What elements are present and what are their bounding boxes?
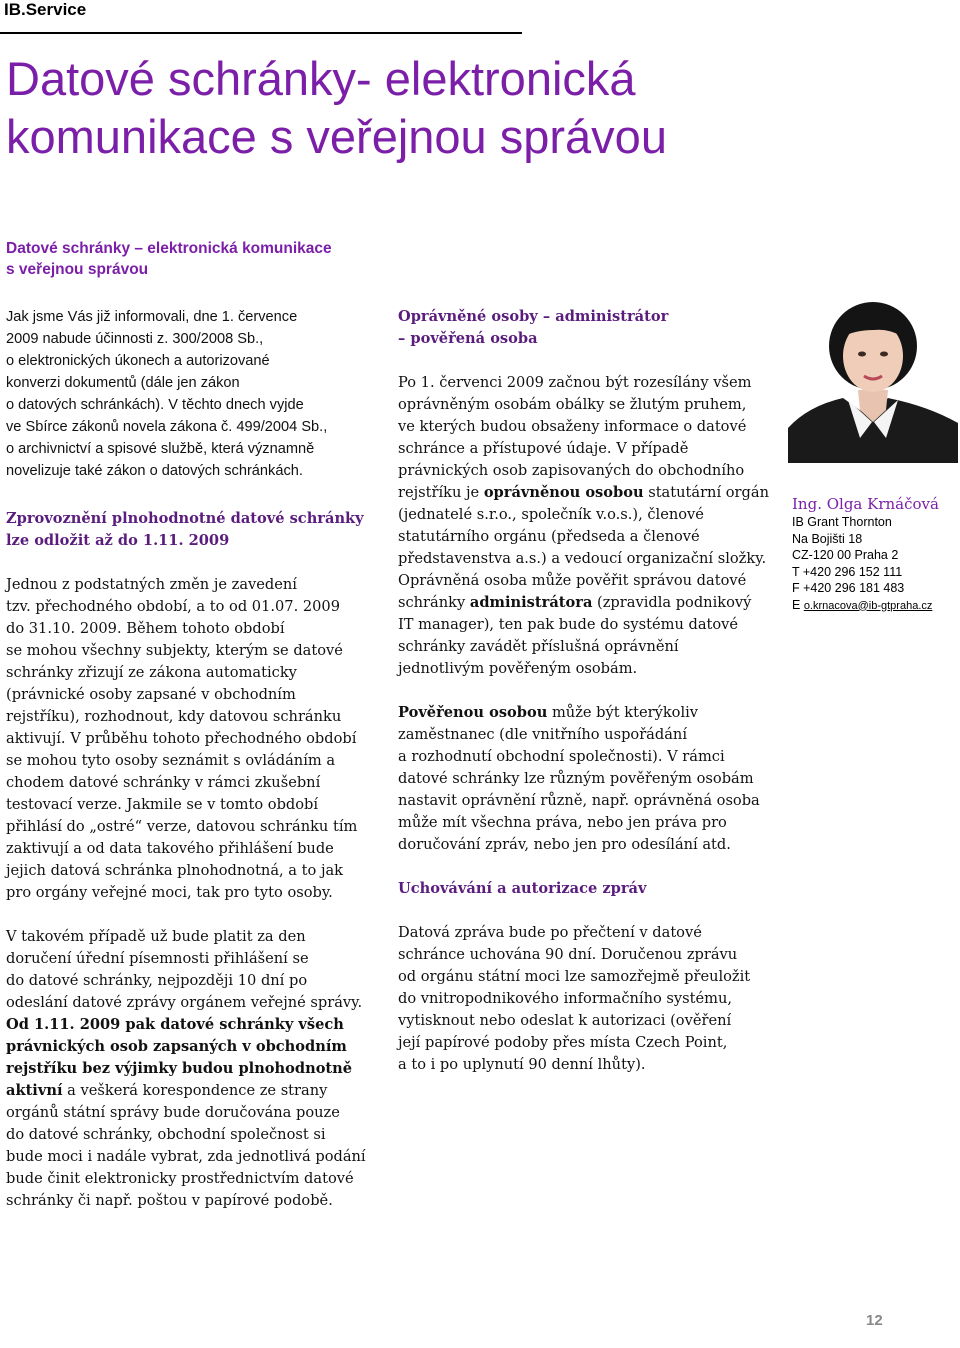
- text-fragment: schránky: [398, 594, 470, 611]
- contact-city: CZ-120 00 Praha 2: [792, 548, 899, 562]
- body-line: aktivují. V průběhu tohoto přechodného období: [6, 730, 357, 747]
- contact-phone: T +420 296 152 111: [792, 564, 903, 579]
- body-line: rejstříku), rozhodnout, kdy datovou schránku: [6, 708, 342, 725]
- body-line: do datové schránky, obchodní společnost si: [6, 1126, 326, 1143]
- heading-line: Oprávněné osoby – administrátor: [398, 308, 669, 325]
- portrait-illustration: [788, 298, 958, 463]
- intro-line: 2009 nabude účinnosti z. 300/2008 Sb.,: [6, 331, 264, 347]
- body-line: její papírové podoby přes místa Czech Point,: [398, 1034, 728, 1051]
- intro-line: o datových schránkách). V těchto dnech vyjde: [6, 397, 304, 413]
- body-line: Datová zpráva bude po přečtení v datové: [398, 924, 702, 941]
- email-prefix: E: [792, 597, 804, 612]
- body-line: schránce uchována 90 dní. Doručenou zprávu: [398, 946, 738, 963]
- body-line: orgánů státní správy bude doručována pouze: [6, 1104, 340, 1121]
- body-line: právnických osob zapisovaných do obchodního: [398, 462, 745, 479]
- body-line: (jednatelé s.r.o., společník v.o.s.), členové: [398, 506, 704, 523]
- body-line: představenstva a.s.) a vedoucí organizační složky.: [398, 550, 767, 567]
- heading-line: lze odložit až do 1.11. 2009: [6, 532, 230, 549]
- body-line: tzv. přechodného období, a to od 01.07. 2009: [6, 598, 340, 615]
- page-number: 12: [866, 1312, 883, 1329]
- body-mixed-line: [6, 1080, 391, 1102]
- body-bold-line: rejstříku bez výjimky budou plnohodnotně: [6, 1060, 353, 1077]
- section-heading-persons: [398, 306, 783, 350]
- middle-paragraph-3: [398, 922, 783, 1076]
- body-mixed-line: [398, 592, 783, 614]
- section-heading-deferral: [6, 508, 391, 552]
- body-line: schránky zřizují ze zákona automaticky: [6, 664, 297, 681]
- body-mixed-line: [398, 482, 783, 504]
- body-line: bude moci i nadále vybrat, zda jednotlivá podání: [6, 1148, 366, 1165]
- body-line: zaktivují a od data takového přihlášení bude: [6, 840, 334, 857]
- body-line: oprávněným osobám obálky se žlutým pruhem,: [398, 396, 747, 413]
- body-paragraph-2: [6, 926, 391, 1212]
- contact-email-line: [792, 597, 939, 615]
- intro-line: konverzi dokumentů (dále jen zákon: [6, 375, 240, 391]
- body-line: se mohou všechny subjekty, kterým se datové: [6, 642, 343, 659]
- body-line: jejich datová schránka plnohodnotná, a to jak: [6, 862, 344, 879]
- bold-fragment: Pověřenou osobou: [398, 704, 548, 721]
- bold-fragment: oprávněnou osobou: [483, 484, 644, 501]
- body-line: bude činit elektronicky prostřednictvím datové: [6, 1170, 354, 1187]
- body-line: V takovém případě už bude platit za den: [6, 928, 306, 945]
- contact-name: Ing. Olga Krnáčová: [792, 495, 939, 513]
- body-line: doručování zpráv, nebo jen pro odesílání atd.: [398, 836, 731, 853]
- body-line: se mohou tyto osoby seznámit s ovládáním a: [6, 752, 336, 769]
- body-line: může mít všechna práva, nebo jen práva pro: [398, 814, 727, 831]
- bold-fragment: aktivní: [6, 1082, 63, 1099]
- intro-line: novelizuje také zákon o datových schránkách.: [6, 463, 303, 479]
- subtitle: [6, 238, 332, 280]
- body-line: jednotlivým pověřeným osobám.: [398, 660, 638, 677]
- body-line: od orgánu státní moci lze samozřejmě přeuložit: [398, 968, 751, 985]
- body-line: schránky či např. poštou v papírové podobě.: [6, 1192, 333, 1209]
- body-line: statutárního orgánu (předseda a členové: [398, 528, 700, 545]
- body-line: schránky zavádět příslušná oprávnění: [398, 638, 679, 655]
- body-line: testovací verze. Jakmile se v tomto období: [6, 796, 319, 813]
- body-bold-line: právnických osob zapsaných v obchodním: [6, 1038, 347, 1055]
- body-line: do vnitropodnikového informačního systému,: [398, 990, 733, 1007]
- body-line: zaměstnanec (dle vnitřního uspořádání: [398, 726, 687, 743]
- portrait-photo: [788, 298, 958, 463]
- body-line: chodem datové schránky v rámci zkušební: [6, 774, 321, 791]
- text-fragment: rejstříku je: [398, 484, 484, 501]
- middle-paragraph-1: [398, 372, 783, 680]
- body-line: (právnické osoby zapsané v obchodním: [6, 686, 296, 703]
- contact-company: IB Grant Thornton: [792, 515, 892, 529]
- body-line: přihlásí do „ostré“ verze, datovou schránku tím: [6, 818, 358, 835]
- body-line: do 31.10. 2009. Během tohoto období: [6, 620, 285, 637]
- heading-line: Uchovávání a autorizace zpráv: [398, 880, 647, 897]
- body-line: nastavit oprávnění různě, např. oprávněná osoba: [398, 792, 760, 809]
- heading-line: Zprovoznění plnohodnotné datové schránky: [6, 510, 364, 527]
- intro-line: Jak jsme Vás již informovali, dne 1. července: [6, 309, 298, 325]
- body-line: odeslání datové zprávy orgánem veřejné správy.: [6, 994, 363, 1011]
- subtitle-line-1: Datové schránky – elektronická komunikace: [6, 240, 332, 257]
- body-line: do datové schránky, nejpozději 10 dní po: [6, 972, 308, 989]
- text-fragment: a veškerá korespondence ze strany: [62, 1082, 328, 1099]
- title-line-2: komunikace s veřejnou správou: [6, 110, 667, 163]
- body-line: a rozhodnutí obchodní společnosti). V rámci: [398, 748, 725, 765]
- body-mixed-line: [398, 702, 783, 724]
- middle-paragraph-2: [398, 702, 783, 856]
- intro-paragraph: [6, 306, 391, 482]
- body-line: ve kterých budou obsaženy informace o datové: [398, 418, 747, 435]
- section-heading-storage: [398, 878, 783, 900]
- bold-fragment: administrátora: [469, 594, 593, 611]
- intro-line: ve Sbírce zákonů novela zákona č. 499/2004 Sb.,: [6, 419, 328, 435]
- body-line: IT manager), ten pak bude do systému datové: [398, 616, 739, 633]
- title-line-1: Datové schránky- elektronická: [6, 52, 636, 105]
- body-line: schránce a přístupové údaje. V případě: [398, 440, 689, 457]
- text-fragment: může být kterýkoliv: [547, 704, 699, 721]
- body-line: Jednou z podstatných změn je zavedení: [6, 576, 297, 593]
- body-line: doručení úřední písemnosti přihlášení se: [6, 950, 309, 967]
- body-line: pro orgány veřejné moci, tak pro tyto osoby.: [6, 884, 333, 901]
- header-rule: [0, 32, 522, 34]
- body-line: a to i po uplynutí 90 denní lhůty).: [398, 1056, 646, 1073]
- contact-street: Na Bojišti 18: [792, 531, 863, 546]
- contact-card: [792, 494, 939, 614]
- body-line: Oprávněná osoba může pověřit správou datové: [398, 572, 747, 589]
- contact-email-link[interactable]: o.krnacova@ib-gtpraha.cz: [803, 599, 933, 612]
- left-column: [6, 306, 391, 1212]
- subtitle-line-2: s veřejnou správou: [6, 261, 149, 278]
- heading-line: – pověřená osoba: [398, 330, 538, 347]
- text-fragment: statutární orgán: [643, 484, 769, 501]
- body-line: Po 1. červenci 2009 začnou být rozesílány všem: [398, 374, 752, 391]
- intro-line: o archivnictví a spisové službě, která významně: [6, 441, 315, 457]
- middle-column: [398, 306, 783, 1076]
- contact-fax: F +420 296 181 483: [792, 581, 905, 595]
- body-bold-line: Od 1.11. 2009 pak datové schránky všech: [6, 1016, 344, 1033]
- text-fragment: (zpravidla podnikový: [592, 594, 752, 611]
- page-title: [6, 50, 906, 166]
- body-line: vytisknout nebo odeslat k autorizaci (ověření: [398, 1012, 732, 1029]
- intro-line: o elektronických úkonech a autorizované: [6, 353, 270, 369]
- body-line: datové schránky lze různým pověřeným osobám: [398, 770, 754, 787]
- body-paragraph-1: [6, 574, 391, 904]
- brand-label: IB.Service: [4, 0, 87, 19]
